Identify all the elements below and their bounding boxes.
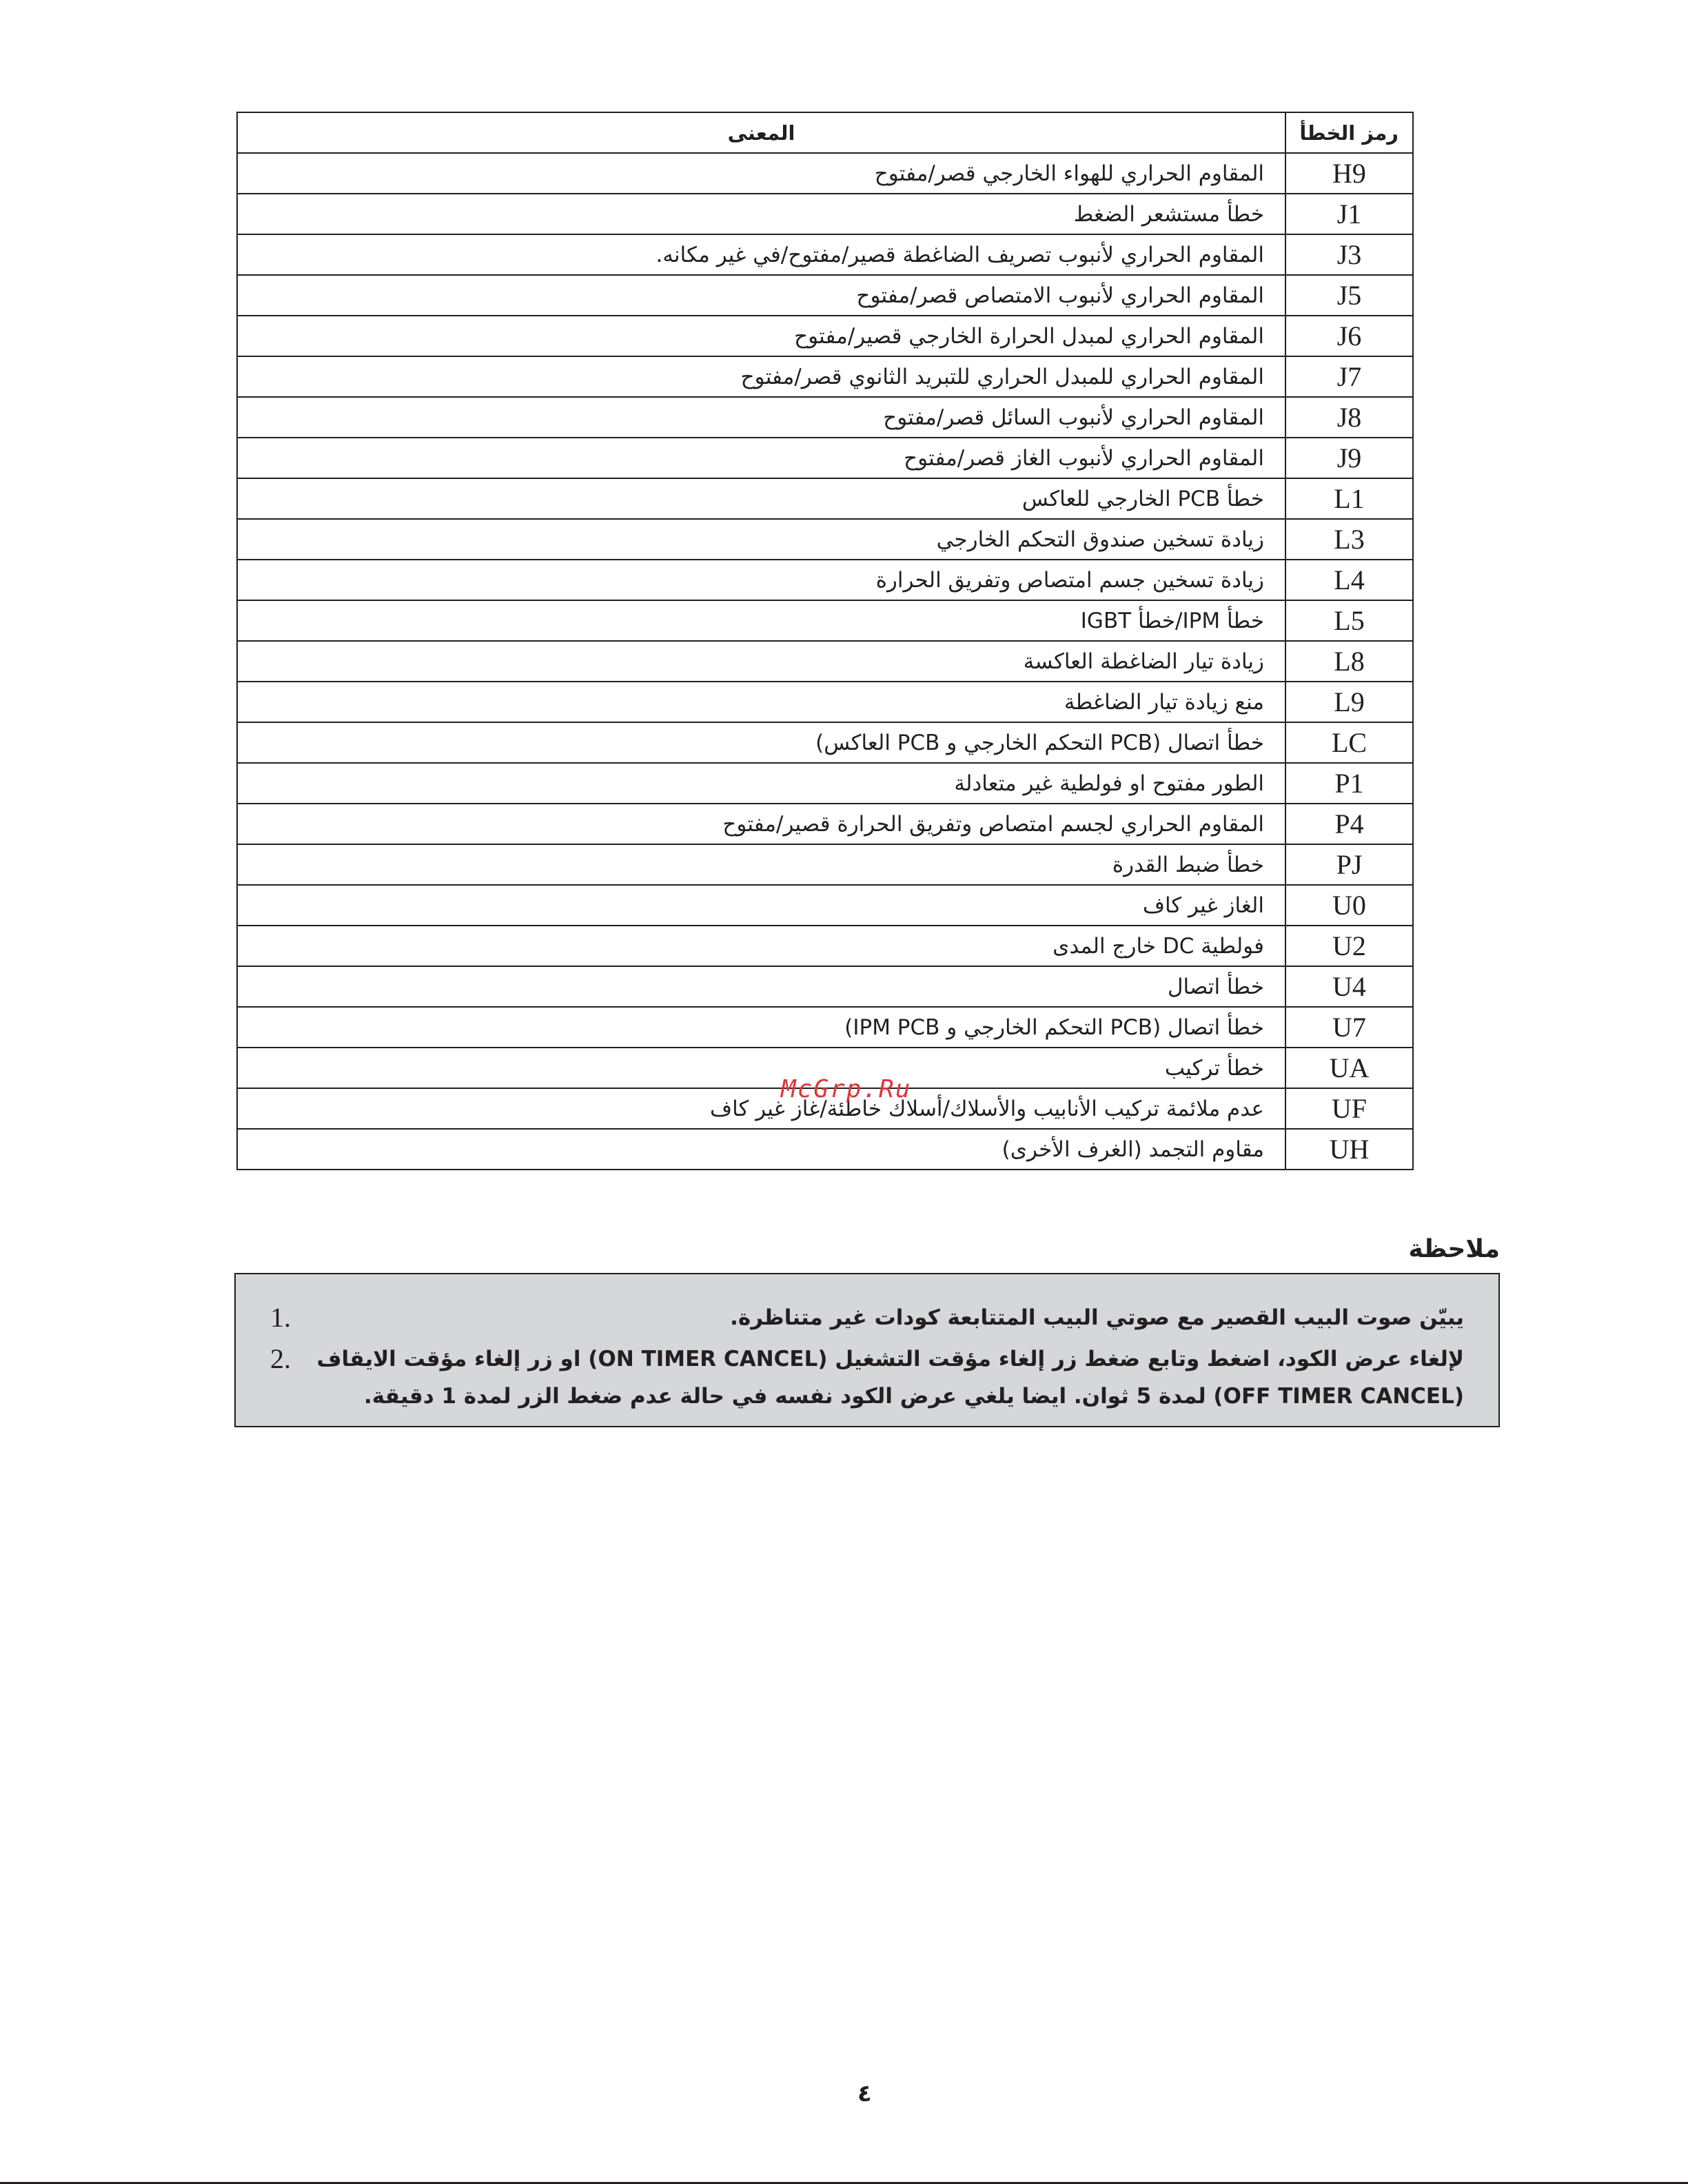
note-box: [234, 1273, 1500, 1427]
note-item: [270, 1340, 1464, 1415]
error-meaning: المقاوم الحراري لأنبوب الامتصاص قصر/مفتوح: [237, 275, 1285, 316]
error-code: U0: [1285, 885, 1413, 926]
error-meaning: زيادة تيار الضاغطة العاكسة: [237, 641, 1285, 682]
meaning-column-header: المعنى: [237, 112, 1285, 153]
error-code: J5: [1285, 275, 1413, 316]
error-meaning: المقاوم الحراري لأنبوب الغاز قصر/مفتوح: [237, 438, 1285, 478]
error-code: LC: [1285, 722, 1413, 763]
table-row: [237, 926, 1413, 966]
table-row: [237, 641, 1413, 682]
error-code: J1: [1285, 194, 1413, 234]
error-meaning: المقاوم الحراري لمبدل الحرارة الخارجي قصير/مفتوح: [237, 316, 1285, 356]
error-meaning: خطأ تركيب: [237, 1048, 1285, 1088]
table-row: [237, 1007, 1413, 1048]
error-meaning: عدم ملائمة تركيب الأنابيب والأسلاك/أسلاك خاطئة/غاز غير كاف: [237, 1088, 1285, 1129]
table-row: [237, 722, 1413, 763]
page-number: ٤: [857, 2080, 872, 2108]
error-meaning: المقاوم الحراري للمبدل الحراري للتبريد الثانوي قصر/مفتوح: [237, 356, 1285, 397]
table-row: [237, 1129, 1413, 1170]
table-row: [237, 234, 1413, 275]
error-code: J3: [1285, 234, 1413, 275]
error-code: PJ: [1285, 844, 1413, 885]
error-code: L9: [1285, 682, 1413, 722]
note-text: لإلغاء عرض الكود، اضغط وتابع ضغط زر إلغاء مؤقت التشغيل (ON TIMER CANCEL) او زر إلغاء مؤقت الايقاف (OFF TIMER CANCEL) لمدة 5 ثوان. ايضا يلغي عرض الكود نفسه في حالة عدم ضغط الزر لمدة 1 دقيقة.: [316, 1347, 1464, 1409]
table-row: [237, 153, 1413, 194]
error-code: UA: [1285, 1048, 1413, 1088]
table-row: [237, 560, 1413, 600]
error-meaning: خطأ IPM/خطأ IGBT: [237, 600, 1285, 641]
table-row: [237, 885, 1413, 926]
table-row: [237, 438, 1413, 478]
error-code: L5: [1285, 600, 1413, 641]
error-code: P1: [1285, 763, 1413, 804]
error-code: J9: [1285, 438, 1413, 478]
error-code: P4: [1285, 804, 1413, 844]
error-code: L4: [1285, 560, 1413, 600]
error-meaning: الطور مفتوح او فولطية غير متعادلة: [237, 763, 1285, 804]
note-item: [270, 1299, 1464, 1336]
error-code: L3: [1285, 519, 1413, 560]
error-code: L8: [1285, 641, 1413, 682]
error-code-table: [236, 112, 1414, 1170]
error-meaning: خطأ PCB الخارجي للعاكس: [237, 478, 1285, 519]
table-row: [237, 804, 1413, 844]
error-meaning: المقاوم الحراري للهواء الخارجي قصر/مفتوح: [237, 153, 1285, 194]
error-code: J8: [1285, 397, 1413, 438]
table-row: [237, 356, 1413, 397]
table-row: [237, 478, 1413, 519]
error-meaning: الغاز غير كاف: [237, 885, 1285, 926]
code-column-header: رمز الخطأ: [1285, 112, 1413, 153]
error-code: L1: [1285, 478, 1413, 519]
table-row: [237, 316, 1413, 356]
watermark: McGrp.Ru: [781, 1075, 912, 1103]
error-code: U2: [1285, 926, 1413, 966]
note-text: يبيّن صوت البيب القصير مع صوتي البيب المتتابعة كودات غير متناظرة.: [730, 1305, 1464, 1330]
error-meaning: خطأ اتصال: [237, 966, 1285, 1007]
table-row: [237, 397, 1413, 438]
note-number: 2.: [270, 1343, 291, 1374]
table-header-row: [237, 112, 1413, 153]
error-meaning: زيادة تسخين جسم امتصاص وتفريق الحرارة: [237, 560, 1285, 600]
error-meaning: المقاوم الحراري لجسم امتصاص وتفريق الحرارة قصير/مفتوح: [237, 804, 1285, 844]
error-meaning: خطأ مستشعر الضغط: [237, 194, 1285, 234]
error-meaning: المقاوم الحراري لأنبوب السائل قصر/مفتوح: [237, 397, 1285, 438]
error-meaning: خطأ اتصال (PCB التحكم الخارجي و IPM PCB): [237, 1007, 1285, 1048]
table-row: [237, 844, 1413, 885]
error-code: U7: [1285, 1007, 1413, 1048]
error-code: J6: [1285, 316, 1413, 356]
table-row: [237, 682, 1413, 722]
table-row: [237, 966, 1413, 1007]
error-code: U4: [1285, 966, 1413, 1007]
error-meaning: فولطية DC خارج المدى: [237, 926, 1285, 966]
table-row: [237, 763, 1413, 804]
table-row: [237, 194, 1413, 234]
table-row: [237, 519, 1413, 560]
error-code: J7: [1285, 356, 1413, 397]
error-code: UF: [1285, 1088, 1413, 1129]
error-meaning: منع زيادة تيار الضاغطة: [237, 682, 1285, 722]
table-row: [237, 275, 1413, 316]
error-meaning: المقاوم الحراري لأنبوب تصريف الضاغطة قصير/مفتوح/في غير مكانه.: [237, 234, 1285, 275]
error-code: UH: [1285, 1129, 1413, 1170]
note-title: ملاحظة: [1408, 1235, 1500, 1263]
note-number: 1.: [270, 1302, 291, 1333]
error-code: H9: [1285, 153, 1413, 194]
error-meaning: مقاوم التجمد (الغرف الأخرى): [237, 1129, 1285, 1170]
table-row: [237, 600, 1413, 641]
error-meaning: خطأ اتصال (PCB التحكم الخارجي و PCB العاكس): [237, 722, 1285, 763]
error-meaning: زيادة تسخين صندوق التحكم الخارجي: [237, 519, 1285, 560]
error-meaning: خطأ ضبط القدرة: [237, 844, 1285, 885]
